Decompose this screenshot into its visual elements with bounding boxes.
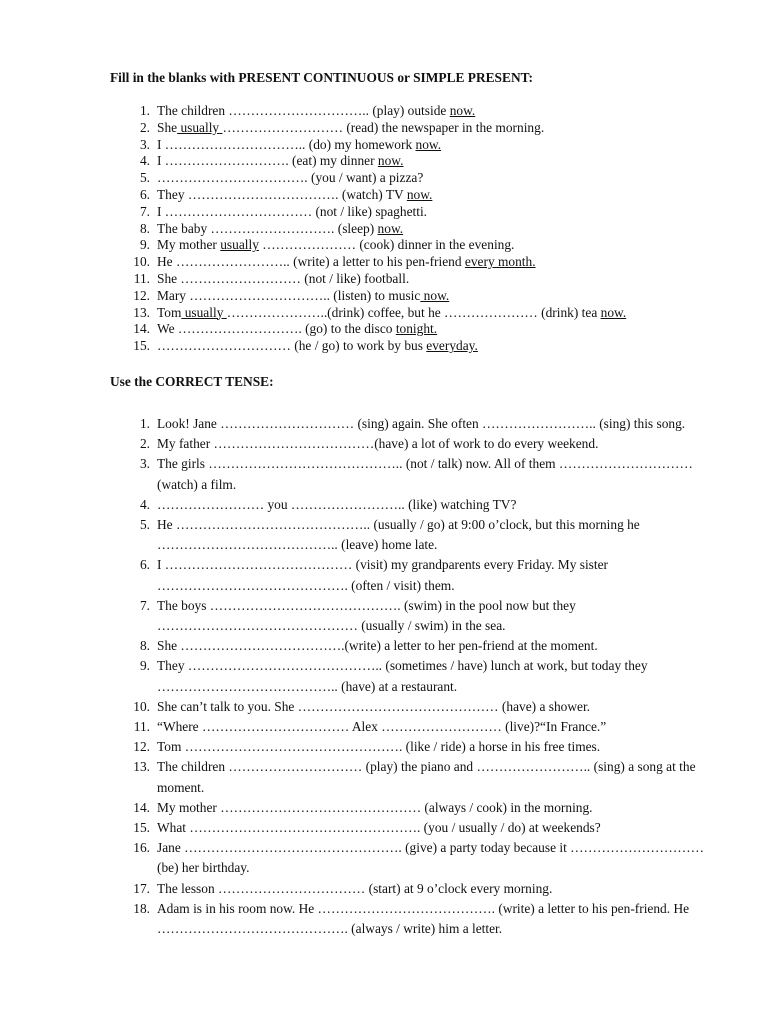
sentence-text: Look! Jane ………………………… (sing) again. She often …………………….. (sing) this song.	[157, 416, 686, 431]
item-number: 7.	[139, 203, 150, 219]
item-number: 17.	[133, 880, 150, 896]
exercise2-item	[124, 757, 724, 797]
item-number: 1.	[139, 416, 150, 431]
sentence-text: The baby ………………………. (sleep)	[157, 220, 378, 236]
exercise2-item	[124, 454, 724, 494]
sentence-text: The lesson …………………………… (start) at 9 o’clock every morning.	[157, 880, 553, 896]
sentence-text: I ………………………. (eat) my dinner	[157, 153, 378, 169]
item-number: 10.	[133, 698, 150, 714]
item-number: 6.	[139, 557, 150, 573]
underlined-time-expression: everyday.	[426, 338, 478, 354]
sentence-text: I …………………………… (not / like) spaghetti.	[157, 203, 428, 219]
item-number: 8.	[139, 220, 150, 236]
sentence-text: The children ………………………….. (play) outside	[157, 103, 450, 118]
sentence-text: …………………… you …………………….. (like) watching TV?	[157, 496, 517, 512]
sentence-text: ………………… (cook) dinner in the evening.	[258, 237, 515, 253]
exercise1-list	[124, 103, 724, 355]
exercise1-item	[124, 170, 724, 187]
item-number: 10.	[133, 254, 150, 270]
exercise1-item	[124, 338, 724, 355]
underlined-time-expression: usually	[220, 237, 259, 253]
sentence-text: The girls …………………………………….. (not / talk) now. All of them ………………………… (watch) a film.	[157, 456, 693, 492]
item-number: 18.	[133, 900, 150, 916]
exercise1-item	[124, 187, 724, 204]
exercise1-title: Fill in the blanks with PRESENT CONTINUOUS or SIMPLE PRESENT:	[110, 70, 534, 85]
item-number: 11.	[133, 719, 150, 735]
item-number: 9.	[139, 658, 150, 674]
underlined-time-expression: usually	[181, 304, 227, 320]
underlined-time-expression: now.	[406, 186, 433, 202]
sentence-text: What ……………………………………………. (you / usually / do) at weekends?	[157, 820, 601, 836]
underlined-time-expression: now.	[377, 220, 404, 236]
sentence-text: They …………………………………….. (sometimes / have) lunch at work, but today they ………………………………….. (have) at a restaurant.	[157, 658, 648, 694]
exercise1-item	[124, 305, 724, 322]
underlined-time-expression: now.	[600, 304, 627, 320]
sentence-text: She ……………………………….(write) a letter to her pen-friend at the moment.	[157, 638, 598, 654]
item-number: 7.	[139, 597, 150, 613]
underlined-time-expression: now.	[377, 153, 404, 169]
sentence-text: Jane …………………………………………. (give) a party today because it ………………………… (be) her birthday.	[157, 840, 705, 876]
item-number: 4.	[139, 496, 150, 512]
item-number: 14.	[133, 799, 150, 815]
sentence-text: He …………………………………….. (usually / go) at 9:00 o’clock, but this morning he ………………………………….. (leave) home late.	[157, 517, 640, 553]
exercise2-item	[124, 596, 724, 636]
sentence-text: The children ………………………… (play) the piano and …………………….. (sing) a song at the moment.	[157, 759, 696, 795]
item-number: 6.	[139, 186, 150, 202]
sentence-text: I ………………………….. (do) my homework	[157, 136, 416, 152]
sentence-text: “Where …………………………… Alex ……………………… (live)?“In France.”	[157, 719, 607, 735]
item-number: 1.	[139, 103, 150, 118]
sentence-text: We ………………………. (go) to the disco	[157, 321, 396, 337]
sentence-text: Tom	[157, 304, 182, 320]
sentence-text: ……………………………. (you / want) a pizza?	[157, 170, 424, 186]
sentence-text: Tom …………………………………………. (like / ride) a horse in his free times.	[157, 739, 601, 755]
exercise1-item	[124, 204, 724, 221]
item-number: 13.	[133, 304, 150, 320]
exercise2-item	[124, 656, 724, 696]
sentence-text: Adam is in his room now. He …………………………………. (write) a letter to his pen-friend. He ……………………………………. (always / write) him a letter.	[157, 900, 690, 937]
exercise2-title: Use the CORRECT TENSE:	[110, 374, 274, 389]
sentence-text: ……………………… (read) the newspaper in the morning.	[222, 119, 545, 135]
sentence-text: She can’t talk to you. She ……………………………………… (have) a shower.	[157, 698, 591, 714]
underlined-time-expression: now.	[420, 287, 450, 303]
exercise1-item	[124, 221, 724, 238]
exercise2-item	[124, 636, 724, 656]
underlined-time-expression: every month.	[464, 254, 536, 270]
exercise2-item	[124, 798, 724, 818]
item-number: 3.	[139, 456, 150, 472]
exercise2-item	[124, 838, 724, 878]
sentence-text: My father ………………………………(have) a lot of work to do every weekend.	[157, 436, 599, 452]
exercise2-item	[124, 697, 724, 717]
item-number: 15.	[133, 338, 150, 354]
item-number: 12.	[133, 287, 150, 303]
item-number: 3.	[139, 136, 150, 152]
sentence-text: She	[157, 119, 178, 135]
underlined-time-expression: tonight.	[395, 321, 438, 337]
exercise2-item	[124, 555, 724, 595]
exercise1-item	[124, 271, 724, 288]
sentence-text: He …………………….. (write) a letter to his pen-friend	[157, 254, 465, 270]
item-number: 15.	[133, 820, 150, 836]
sentence-text: She ……………………… (not / like) football.	[157, 270, 410, 286]
exercise2-item	[124, 434, 724, 454]
sentence-text: …………………..(drink) coffee, but he ………………… (drink) tea	[226, 304, 601, 320]
item-number: 12.	[133, 739, 150, 755]
exercise1-item	[124, 254, 724, 271]
exercise2-item	[124, 818, 724, 838]
item-number: 5.	[139, 517, 150, 533]
sentence-text: I …………………………………… (visit) my grandparents every Friday. My sister ……………………………………. (often / visit) them.	[157, 557, 609, 593]
underlined-time-expression: now.	[415, 136, 442, 152]
exercise1-item	[124, 103, 724, 120]
exercise2-item	[124, 414, 724, 434]
exercise1-item	[124, 153, 724, 170]
exercise2-item	[124, 899, 724, 939]
exercise1-item	[124, 288, 724, 305]
sentence-text: My mother ……………………………………… (always / cook) in the morning.	[157, 799, 593, 815]
exercise1-item	[124, 237, 724, 254]
item-number: 16.	[133, 840, 150, 856]
item-number: 2.	[139, 119, 150, 135]
item-number: 11.	[133, 270, 150, 286]
exercise2-item	[124, 737, 724, 757]
underlined-time-expression: now.	[449, 103, 476, 118]
sentence-text: ………………………… (he / go) to work by bus	[157, 338, 427, 354]
item-number: 5.	[139, 170, 150, 186]
sentence-text: My mother	[157, 237, 221, 253]
exercise2-item	[124, 879, 724, 899]
item-number: 14.	[133, 321, 150, 337]
sentence-text: They ……………………………. (watch) TV	[157, 186, 407, 202]
item-number: 8.	[139, 638, 150, 654]
sentence-text: Mary ………………………….. (listen) to music	[157, 287, 421, 303]
exercise1-item	[124, 120, 724, 137]
sentence-text: The boys ……………………………………. (swim) in the pool now but they ……………………………………… (usually / swim) in the sea.	[157, 597, 576, 634]
exercise2-item	[124, 717, 724, 737]
exercise1-item	[124, 137, 724, 154]
item-number: 13.	[133, 759, 150, 775]
item-number: 2.	[139, 436, 150, 452]
exercise2-list	[124, 414, 724, 939]
exercise1-item	[124, 321, 724, 338]
underlined-time-expression: usually	[177, 119, 223, 135]
item-number: 9.	[139, 237, 150, 253]
exercise2-item	[124, 515, 724, 555]
exercise2-item	[124, 495, 724, 515]
item-number: 4.	[139, 153, 150, 169]
